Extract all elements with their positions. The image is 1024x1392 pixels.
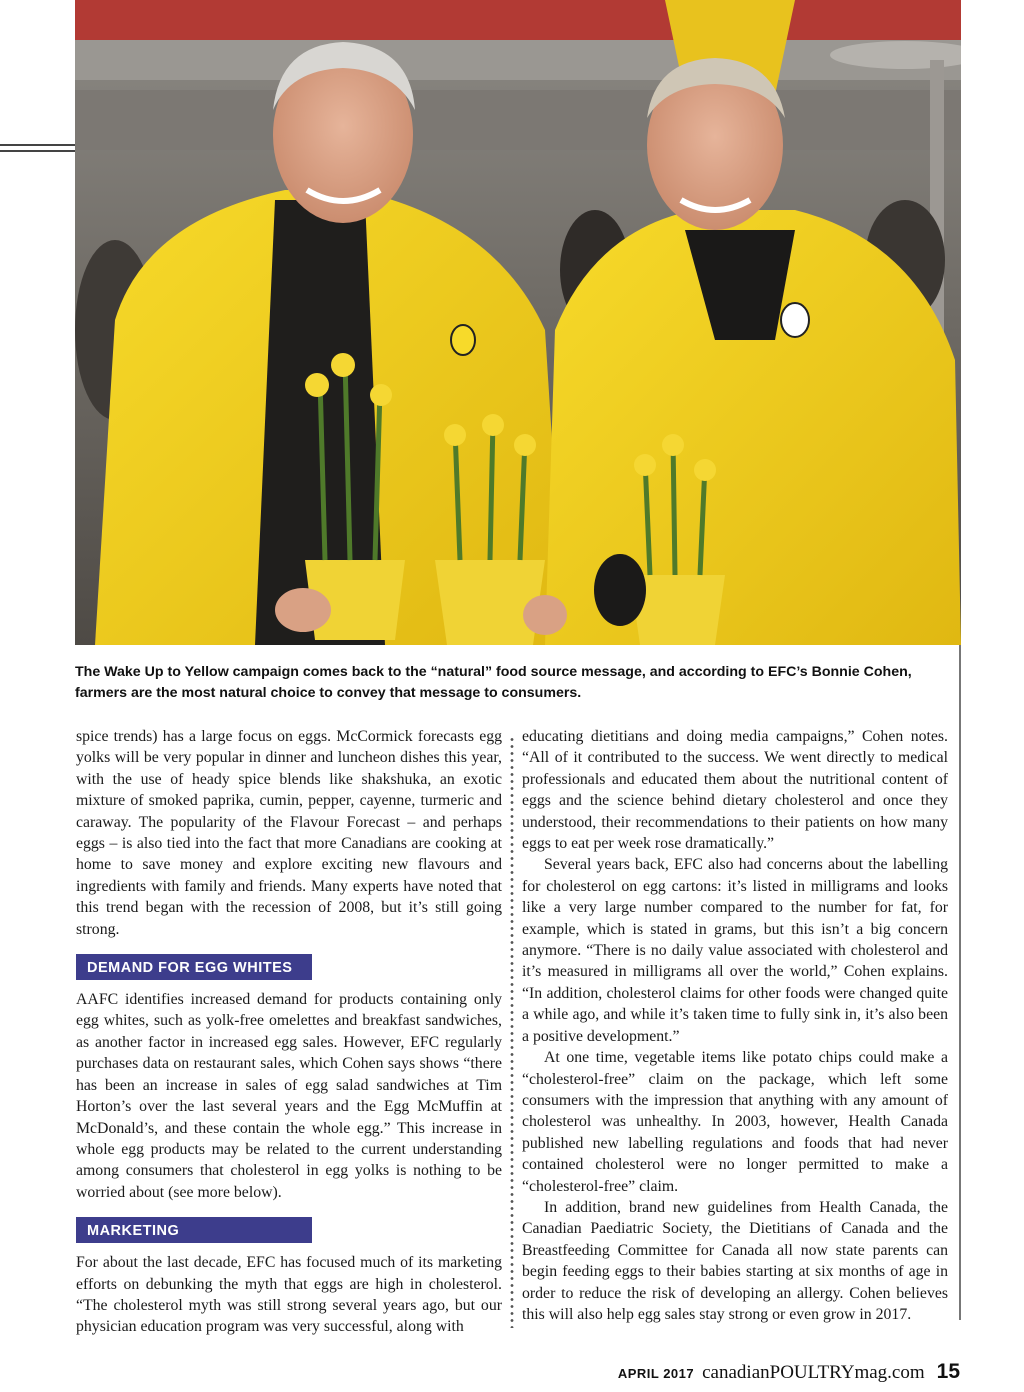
body-paragraph: spice trends) has a large focus on eggs. McCormick forecasts egg yolks will be very popular in dinner and luncheon dishes this year, with the use of heady spice blends like shakshuka, an exotic mixture of smoked paprika, cumin, pepper, cayenne, turmeric and caraway. The popularity of the Flavour Forecast – and perhaps eggs – is also tied into the fact that more Canadians are cooking at home to save money and explore exciting new flavours and ingredients with family and friends. Many experts have noted that this trend began with the recession of 2008, but it’s still going strong. — [76, 728, 502, 938]
photo-of-two-farmers-in-yellow-jackets — [75, 0, 961, 645]
page-number: 15 — [936, 1360, 960, 1383]
margin-rule — [0, 150, 75, 152]
body-paragraph: In addition, brand new guidelines from Health Canada, the Canadian Paediatric Society, the Dietitians of Canada and the Breastfeeding Committee for Canada all now state parents can begin feeding eggs to their babies starting at six months of age in order to reduce the risk of developing an allergy. Cohen believes this will also help egg sales stay strong or even grow in 2017. — [522, 1198, 948, 1323]
body-paragraph: At one time, vegetable items like potato chips could make a “cholesterol-free” claim on the package, which left some consumers with the impression that anything with any amount of cholesterol was unhealthy. In 2003, however, Health Canada published new labelling regulations and foods that had never contained cholesterol were no longer permitted to make a “cholesterol-free” claim. — [522, 1049, 948, 1195]
photo-caption: The Wake Up to Yellow campaign comes back to the “natural” food source message, and according to EFC’s Bonnie Cohen, farmers are the most natural choice to convey that message to consumers. — [75, 664, 912, 701]
body-paragraph: Several years back, EFC also had concerns about the labelling for cholesterol on egg cartons: it’s listed in milligrams and looks like a very large number compared to the number for fat, for example, which is stated in grams, but this isn’t a big concern anymore. “There is no daily value associated with cholesterol and it’s measured in milligrams all over the world,” Cohen explains. “In addition, cholesterol claims for other foods were changed quite a while ago, and while it’s taken time to fully sink in, it’s also been a positive development.” — [522, 856, 948, 1045]
website-link[interactable]: canadianPOULTRYmag.com — [702, 1362, 925, 1383]
body-paragraph: educating dietitians and doing media campaigns,” Cohen notes. “All of it contributed to the success. We went directly to medical professionals and educated them about the nutritional content of eggs and the science behind dietary cholesterol and once they understood, their recommendations to their patients on how many eggs to eat per week rose dramatically.” — [522, 728, 948, 853]
column-separator — [510, 736, 514, 1328]
body-paragraph: AAFC identifies increased demand for products containing only egg whites, such as yolk-free omelettes and breakfast sandwiches, as another factor in increased egg sales. However, EFC regularly purchases data on restaurant sales, which Cohen says shows “there has been an increase in sales of egg salad sandwiches at Tim Horton’s over the last several years and the Egg McMuffin at McDonald’s, and these contain the whole egg.” This increase in whole egg products may be related to the current understanding among consumers that cholesterol in egg yolks is nothing to be worried about (see more below). — [76, 991, 502, 1201]
right-column — [522, 726, 948, 1325]
body-paragraph: For about the last decade, EFC has focused much of its marketing efforts on debunking the myth that eggs are high in cholesterol. “The cholesterol myth was still strong several years ago, but our physician education program was very successful, along with — [76, 1254, 502, 1336]
page-footer — [618, 1360, 960, 1384]
feature-photo — [75, 0, 961, 645]
section-heading-demand: DEMAND FOR EGG WHITES — [76, 954, 312, 980]
margin-rule — [0, 144, 75, 146]
issue-date: APRIL 2017 — [617, 1366, 695, 1381]
column-border — [959, 645, 961, 1320]
section-heading-marketing: MARKETING — [76, 1217, 312, 1243]
left-column — [76, 726, 502, 1338]
